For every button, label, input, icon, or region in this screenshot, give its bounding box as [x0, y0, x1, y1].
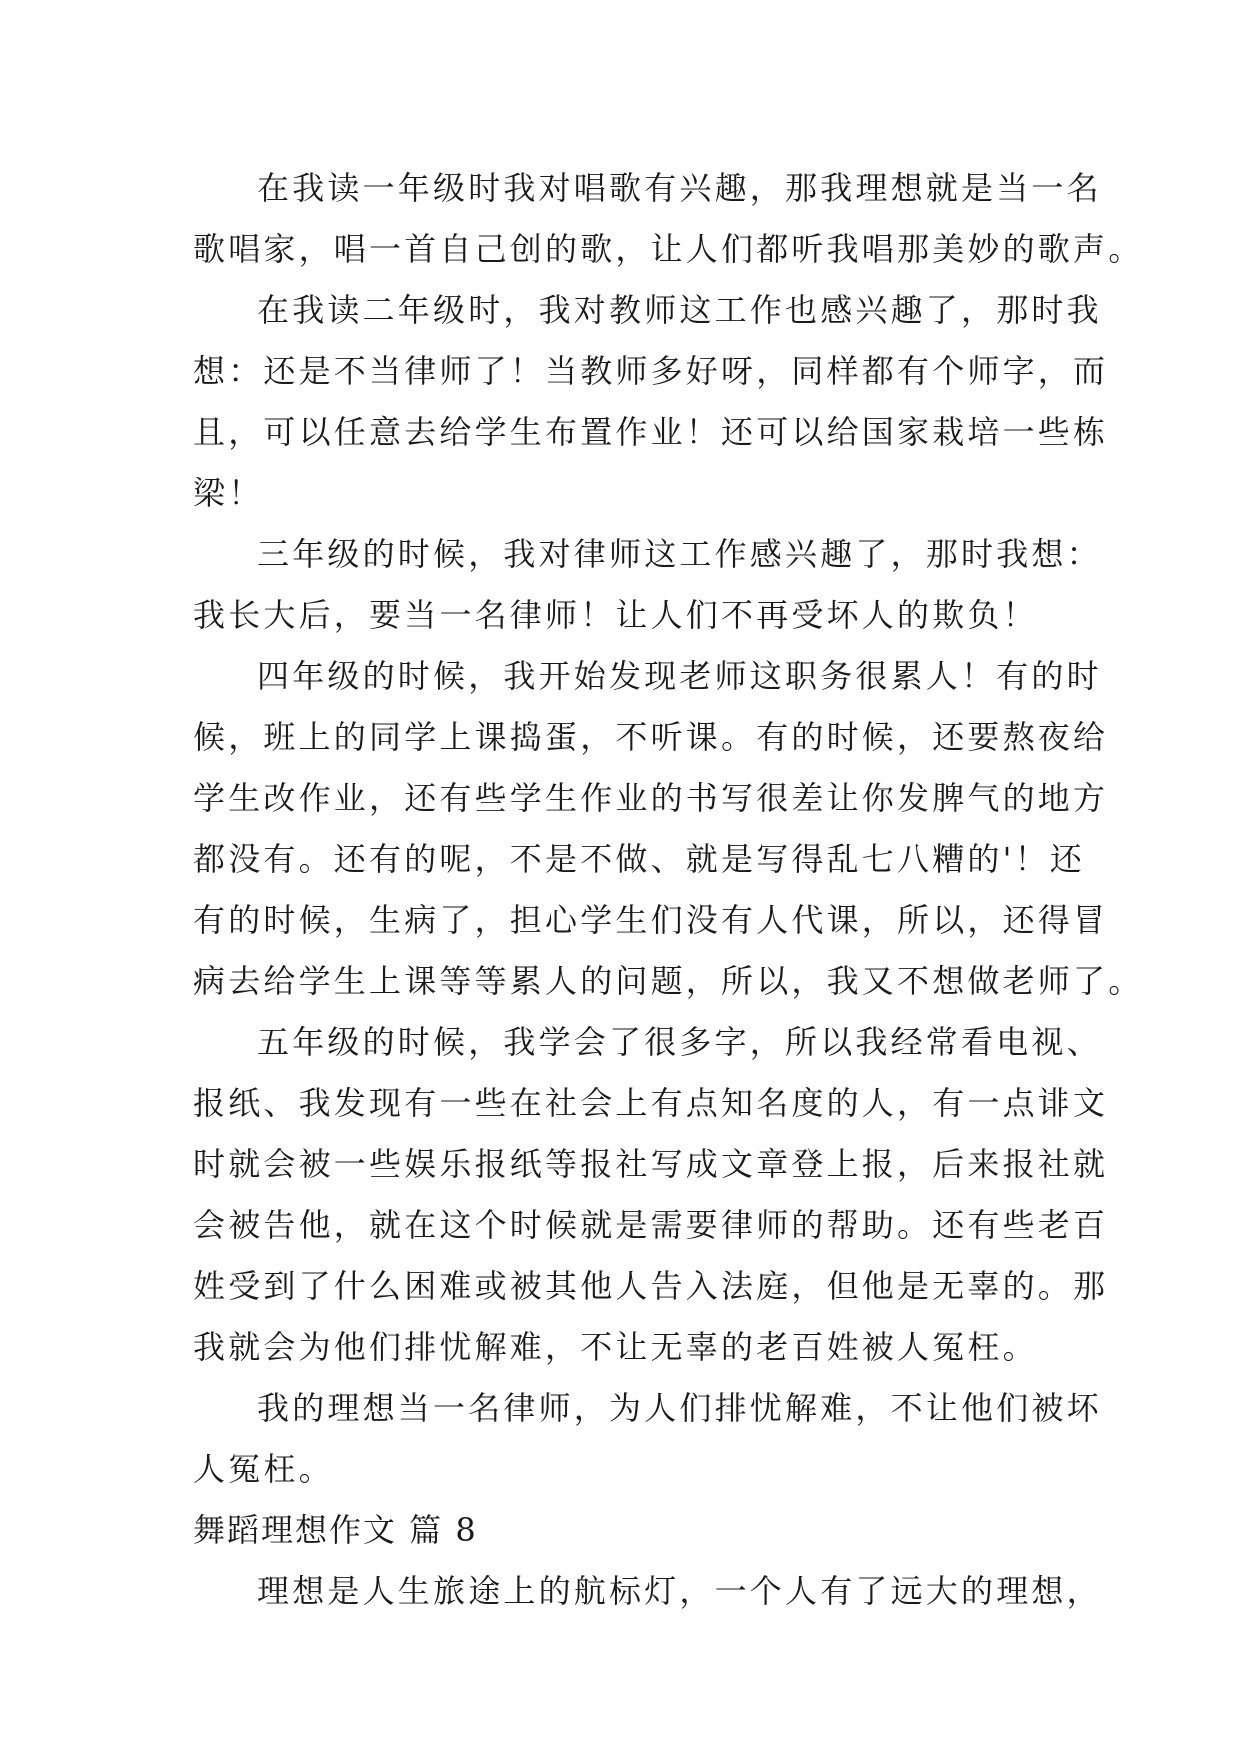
paragraph-line: 都没有。还有的呢，不是不做、就是写得乱七八糟的'！还: [193, 840, 1085, 878]
paragraph-line: 候，班上的同学上课捣蛋，不听课。有的时候，还要熬夜给: [193, 718, 1109, 756]
paragraph-line: 想：还是不当律师了！当教师多好呀，同样都有个师字，而: [193, 352, 1109, 390]
paragraph-line: 有的时候，生病了，担心学生们没有人代课，所以，还得冒: [193, 901, 1109, 939]
paragraph-line: 我的理想当一名律师，为人们排忧解难，不让他们被坏: [257, 1389, 1102, 1427]
paragraph-line: 且，可以任意去给学生布置作业！还可以给国家栽培一些栋: [193, 413, 1109, 451]
paragraph-line: 歌唱家，唱一首自己创的歌，让人们都听我唱那美妙的歌声。: [193, 230, 1144, 268]
paragraph-line: 五年级的时候，我学会了很多字，所以我经常看电视、: [257, 1023, 1102, 1061]
paragraph-line: 梁！: [193, 474, 264, 512]
paragraph-line: 人冤枉。: [193, 1450, 334, 1488]
paragraph-line: 姓受到了什么困难或被其他人告入法庭，但他是无辜的。那: [193, 1267, 1109, 1305]
paragraph-line: 在我读二年级时，我对教师这工作也感兴趣了，那时我: [257, 291, 1102, 329]
paragraph-line: 在我读一年级时我对唱歌有兴趣，那我理想就是当一名: [257, 169, 1102, 207]
paragraph-line: 病去给学生上课等等累人的问题，所以，我又不想做老师了。: [193, 962, 1144, 1000]
paragraph-line: 我就会为他们排忧解难，不让无辜的老百姓被人冤枉。: [193, 1328, 1038, 1366]
section-heading: 舞蹈理想作文 篇 8: [193, 1511, 478, 1549]
paragraph-line: 学生改作业，还有些学生作业的书写很差让你发脾气的地方: [193, 779, 1109, 817]
paragraph-line: 会被告他，就在这个时候就是需要律师的帮助。还有些老百: [193, 1206, 1109, 1244]
paragraph-line: 报纸、我发现有一些在社会上有点知名度的人，有一点诽文: [193, 1084, 1109, 1122]
paragraph-line: 我长大后，要当一名律师！让人们不再受坏人的欺负！: [193, 596, 1038, 634]
paragraph-line: 时就会被一些娱乐报纸等报社写成文章登上报，后来报社就: [193, 1145, 1109, 1183]
paragraph-line: 三年级的时候，我对律师这工作感兴趣了，那时我想：: [257, 535, 1102, 573]
essay-body: [193, 158, 1144, 1622]
paragraph-line: 四年级的时候，我开始发现老师这职务很累人！有的时: [257, 657, 1102, 695]
paragraph-line: 理想是人生旅途上的航标灯，一个人有了远大的理想，: [257, 1572, 1102, 1610]
